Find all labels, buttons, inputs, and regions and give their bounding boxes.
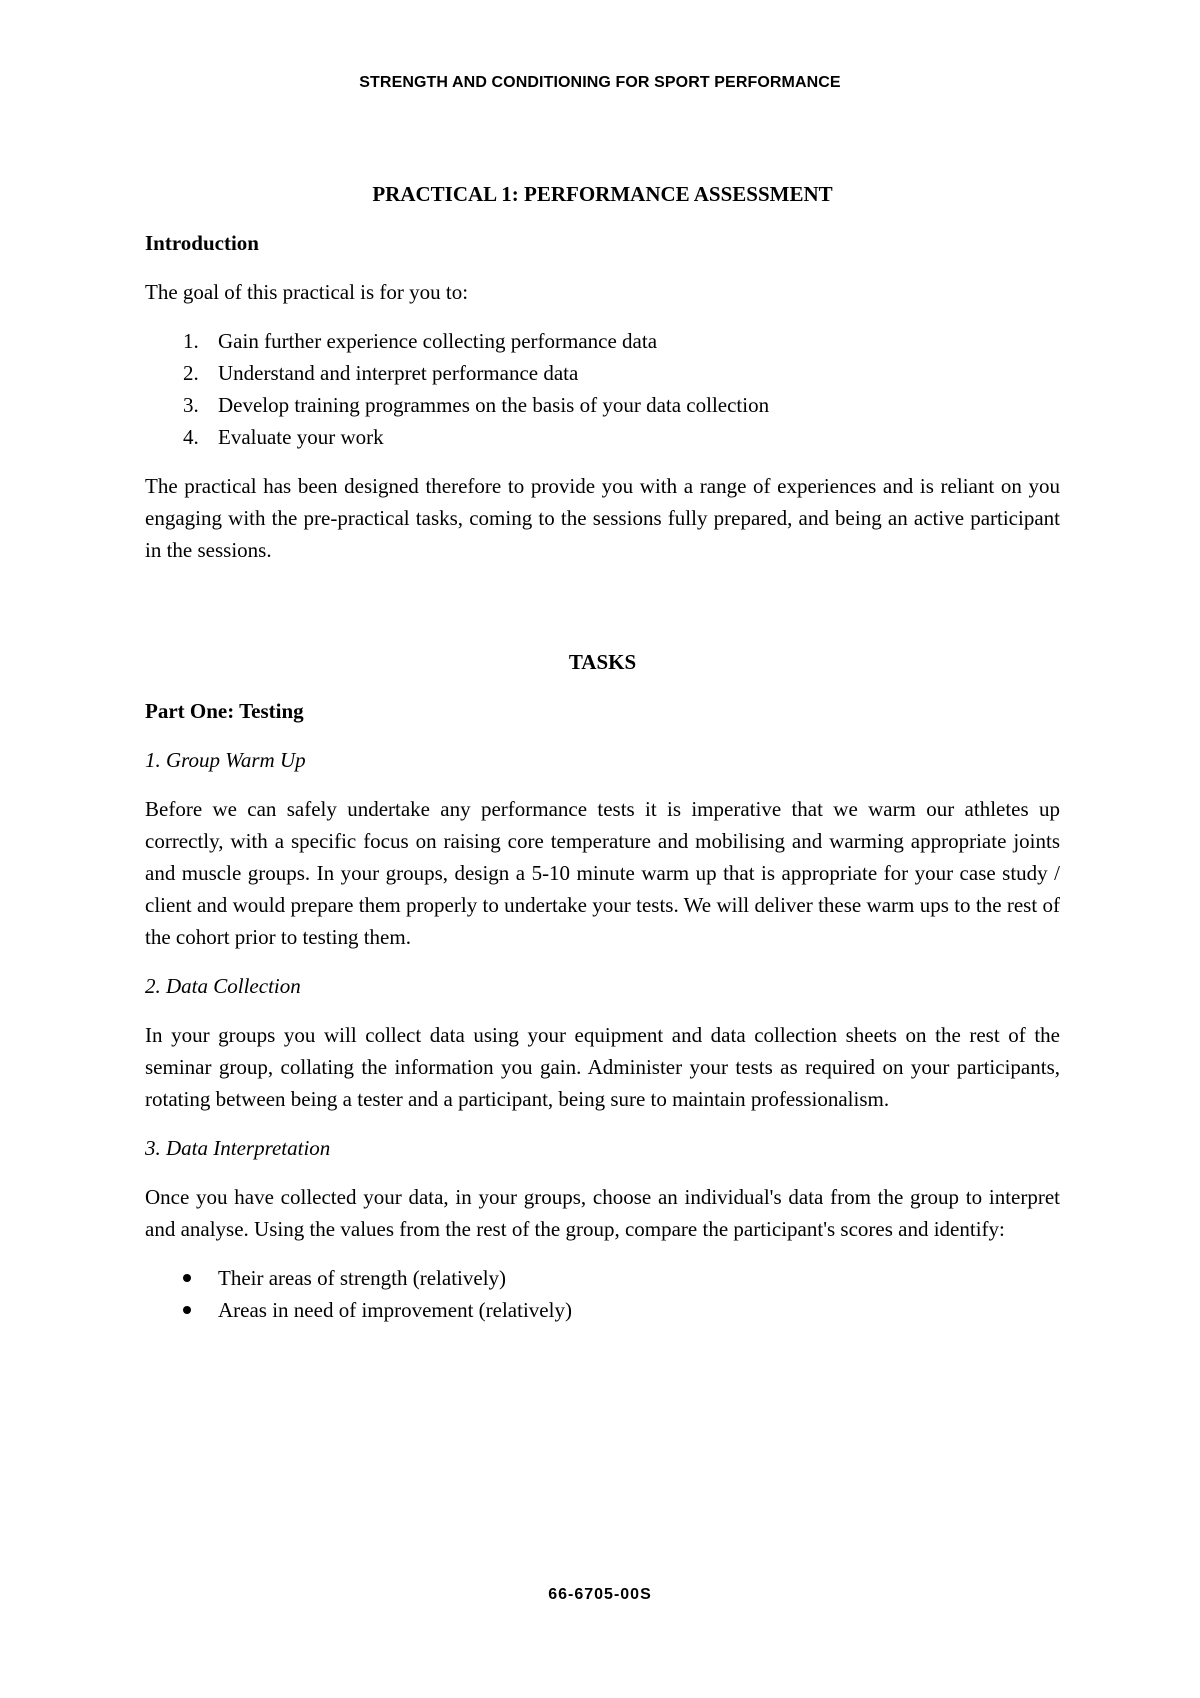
list-number: 2. [183, 361, 199, 385]
introduction-heading: Introduction [145, 231, 259, 255]
list-item [145, 421, 1060, 453]
data-collection-text: In your groups you will collect data using your equipment and data collection sheets on the rest of the seminar group, collating the information you gain. Administer your tests as required on your participants, rotating between being a tester and a participant, being sure to maintain professionalism. [145, 1023, 1060, 1111]
data-interpretation-text: Once you have collected your data, in your groups, choose an individual's data from the group to interpret and analyse. Using the values from the rest of the group, compare the participant's scores and identify: [145, 1185, 1060, 1241]
page-footer: 66-6705-00S [548, 1586, 652, 1603]
list-item-text: Their areas of strength (relatively) [218, 1266, 507, 1290]
list-item [145, 357, 1060, 389]
document-title: PRACTICAL 1: PERFORMANCE ASSESSMENT [372, 182, 833, 206]
list-item-text: Develop training programmes on the basis of your data collection [218, 393, 770, 417]
list-item-text: Evaluate your work [218, 425, 384, 449]
bullet-icon [183, 1306, 191, 1314]
goal-list [145, 325, 1060, 453]
document-body [145, 178, 1060, 1326]
bullet-icon [183, 1274, 191, 1282]
warm-up-text: Before we can safely undertake any performance tests it is imperative that we warm our athletes up correctly, with a specific focus on raising core temperature and mobilising and warming appropriate joints and muscle groups. In your groups, design a 5-10 minute warm up that is appropriate for your case study / client and would prepare them properly to undertake your tests. We will deliver these warm ups to the rest of the cohort prior to testing them. [145, 797, 1060, 949]
tasks-heading: TASKS [568, 650, 637, 674]
list-item-text: Gain further experience collecting performance data [218, 329, 658, 353]
list-item [145, 1294, 1060, 1326]
list-number: 3. [183, 393, 199, 417]
list-item [145, 325, 1060, 357]
list-item-text: Understand and interpret performance data [218, 361, 579, 385]
list-item [145, 389, 1060, 421]
data-collection-heading: 2. Data Collection [145, 974, 301, 998]
list-number: 1. [183, 329, 199, 353]
warm-up-heading: 1. Group Warm Up [145, 748, 306, 772]
bullet-list [145, 1262, 1060, 1326]
list-number: 4. [183, 425, 199, 449]
data-interpretation-heading: 3. Data Interpretation [145, 1136, 331, 1160]
part-one-heading: Part One: Testing [145, 699, 304, 723]
page-header: STRENGTH AND CONDITIONING FOR SPORT PERFORMANCE [359, 74, 841, 91]
introduction-closing: The practical has been designed therefore to provide you with a range of experiences and is reliant on you engaging with the pre-practical tasks, coming to the sessions fully prepared, and being an active participant in the sessions. [145, 474, 1060, 562]
list-item [145, 1262, 1060, 1294]
list-item-text: Areas in need of improvement (relatively) [218, 1298, 572, 1322]
introduction-lead: The goal of this practical is for you to: [145, 280, 469, 304]
